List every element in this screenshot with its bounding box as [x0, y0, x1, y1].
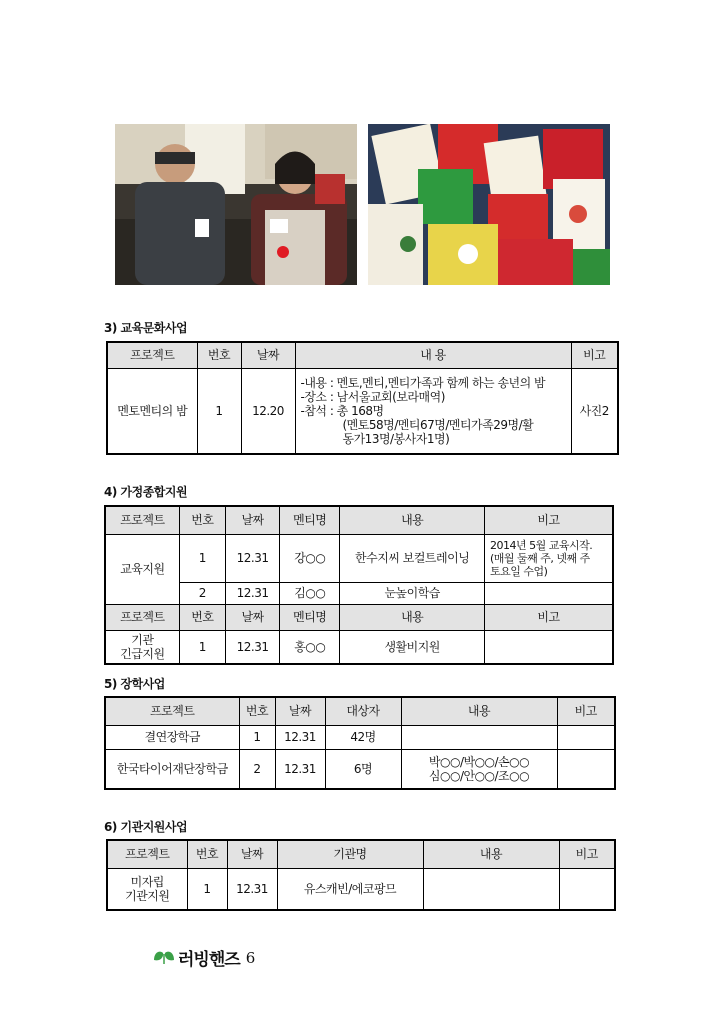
header-note: 비고 [484, 604, 613, 630]
content-line: 박○○/박○○/손○○ [428, 754, 530, 769]
header-note: 비고 [559, 840, 615, 868]
project-line: 미자립 [130, 874, 164, 889]
header-content: 내 용 [295, 342, 571, 368]
header-number: 번호 [179, 506, 225, 534]
section-title-family-support: 4) 가정종합지원 [104, 485, 188, 499]
note-line: (매월 둘째 주, 넷째 주 [489, 551, 590, 565]
cell-note [557, 725, 615, 749]
cell-note: 사진2 [571, 368, 618, 454]
cell-org: 유스캐빈/에코팡므 [277, 868, 423, 910]
header-date: 날짜 [225, 604, 279, 630]
header-content: 내용 [423, 840, 559, 868]
cell-date: 12.31 [275, 749, 325, 789]
cell-date: 12.31 [275, 725, 325, 749]
header-number: 번호 [197, 342, 241, 368]
cell-mentee: 강○○ [280, 534, 340, 582]
section-title-education: 3) 교육문화사업 [104, 321, 188, 335]
cell-content [423, 868, 559, 910]
note-line: 토요일 수업) [489, 564, 548, 578]
cell-project: 결연장학금 [105, 725, 239, 749]
content-line: -장소 : 남서울교회(보라매역) [300, 389, 445, 404]
cell-note [484, 534, 613, 582]
note-line: 2014년 5월 교육시작. [489, 538, 593, 552]
content-line: 동가13명/봉사자1명) [342, 431, 450, 446]
header-content: 내용 [401, 697, 557, 725]
footer [152, 945, 255, 970]
header-note: 비고 [571, 342, 618, 368]
header-content: 내용 [340, 506, 485, 534]
family-support-table [104, 505, 614, 665]
cell-target: 42명 [325, 725, 401, 749]
header-mentee: 멘티명 [280, 604, 340, 630]
header-mentee: 멘티명 [280, 506, 340, 534]
cell-content [401, 725, 557, 749]
scholarship-table [104, 696, 616, 790]
section-title-scholarship: 5) 장학사업 [104, 677, 165, 691]
brand-name: 러빙핸즈 [178, 950, 240, 970]
cell-content: 한수지씨 보컬트레이닝 [340, 534, 485, 582]
cell-number: 2 [179, 582, 225, 604]
cell-project: 멘토멘티의 밤 [107, 368, 197, 454]
cell-content: 생활비지원 [340, 630, 485, 664]
cell-number: 1 [197, 368, 241, 454]
header-note: 비고 [557, 697, 615, 725]
cell-content [401, 749, 557, 789]
header-date: 날짜 [241, 342, 295, 368]
leaf-icon [152, 946, 176, 970]
header-number: 번호 [239, 697, 275, 725]
header-project: 프로젝트 [105, 604, 179, 630]
header-project: 프로젝트 [105, 506, 179, 534]
cell-date: 12.31 [225, 534, 279, 582]
cell-mentee: 홍○○ [280, 630, 340, 664]
header-date: 날짜 [227, 840, 277, 868]
cell-number: 1 [239, 725, 275, 749]
cell-date: 12.31 [225, 630, 279, 664]
cell-project-group: 교육지원 [105, 534, 179, 604]
cell-note [557, 749, 615, 789]
education-table [106, 341, 619, 455]
cell-note [484, 630, 613, 664]
header-content: 내용 [340, 604, 485, 630]
content-line: -참석 : 총 168명 [300, 403, 384, 418]
header-note: 비고 [484, 506, 613, 534]
header-number: 번호 [187, 840, 227, 868]
cell-content [295, 368, 571, 454]
cell-date: 12.20 [241, 368, 295, 454]
cell-target: 6명 [325, 749, 401, 789]
content-line: 심○○/안○○/조○○ [428, 768, 530, 783]
org-support-table [106, 839, 616, 911]
project-line: 기관지원 [125, 888, 170, 903]
cell-mentee: 김○○ [280, 582, 340, 604]
project-line: 긴급지원 [120, 646, 165, 661]
photo-christmas-cards [368, 124, 610, 285]
header-org: 기관명 [277, 840, 423, 868]
header-target: 대상자 [325, 697, 401, 725]
cell-note [484, 582, 613, 604]
photo-mentor-night [115, 124, 357, 285]
page-number: 6 [245, 948, 256, 967]
header-date: 날짜 [275, 697, 325, 725]
header-project: 프로젝트 [105, 697, 239, 725]
cell-note [559, 868, 615, 910]
content-line: (멘토58명/멘티67명/멘티가족29명/활 [342, 417, 534, 432]
cell-number: 1 [179, 630, 225, 664]
cell-content: 눈높이학습 [340, 582, 485, 604]
cell-number: 2 [239, 749, 275, 789]
header-project: 프로젝트 [107, 840, 187, 868]
header-number: 번호 [179, 604, 225, 630]
section-title-org-support: 6) 기관지원사업 [104, 820, 188, 834]
header-project: 프로젝트 [107, 342, 197, 368]
cell-number: 1 [187, 868, 227, 910]
cell-project [105, 630, 179, 664]
cell-project: 한국타이어재단장학금 [105, 749, 239, 789]
cell-project [107, 868, 187, 910]
cell-date: 12.31 [225, 582, 279, 604]
cell-number: 1 [179, 534, 225, 582]
header-date: 날짜 [225, 506, 279, 534]
cell-date: 12.31 [227, 868, 277, 910]
content-line: -내용 : 멘토,멘티,멘티가족과 함께 하는 송년의 밤 [300, 375, 546, 390]
project-line: 기관 [131, 632, 154, 647]
